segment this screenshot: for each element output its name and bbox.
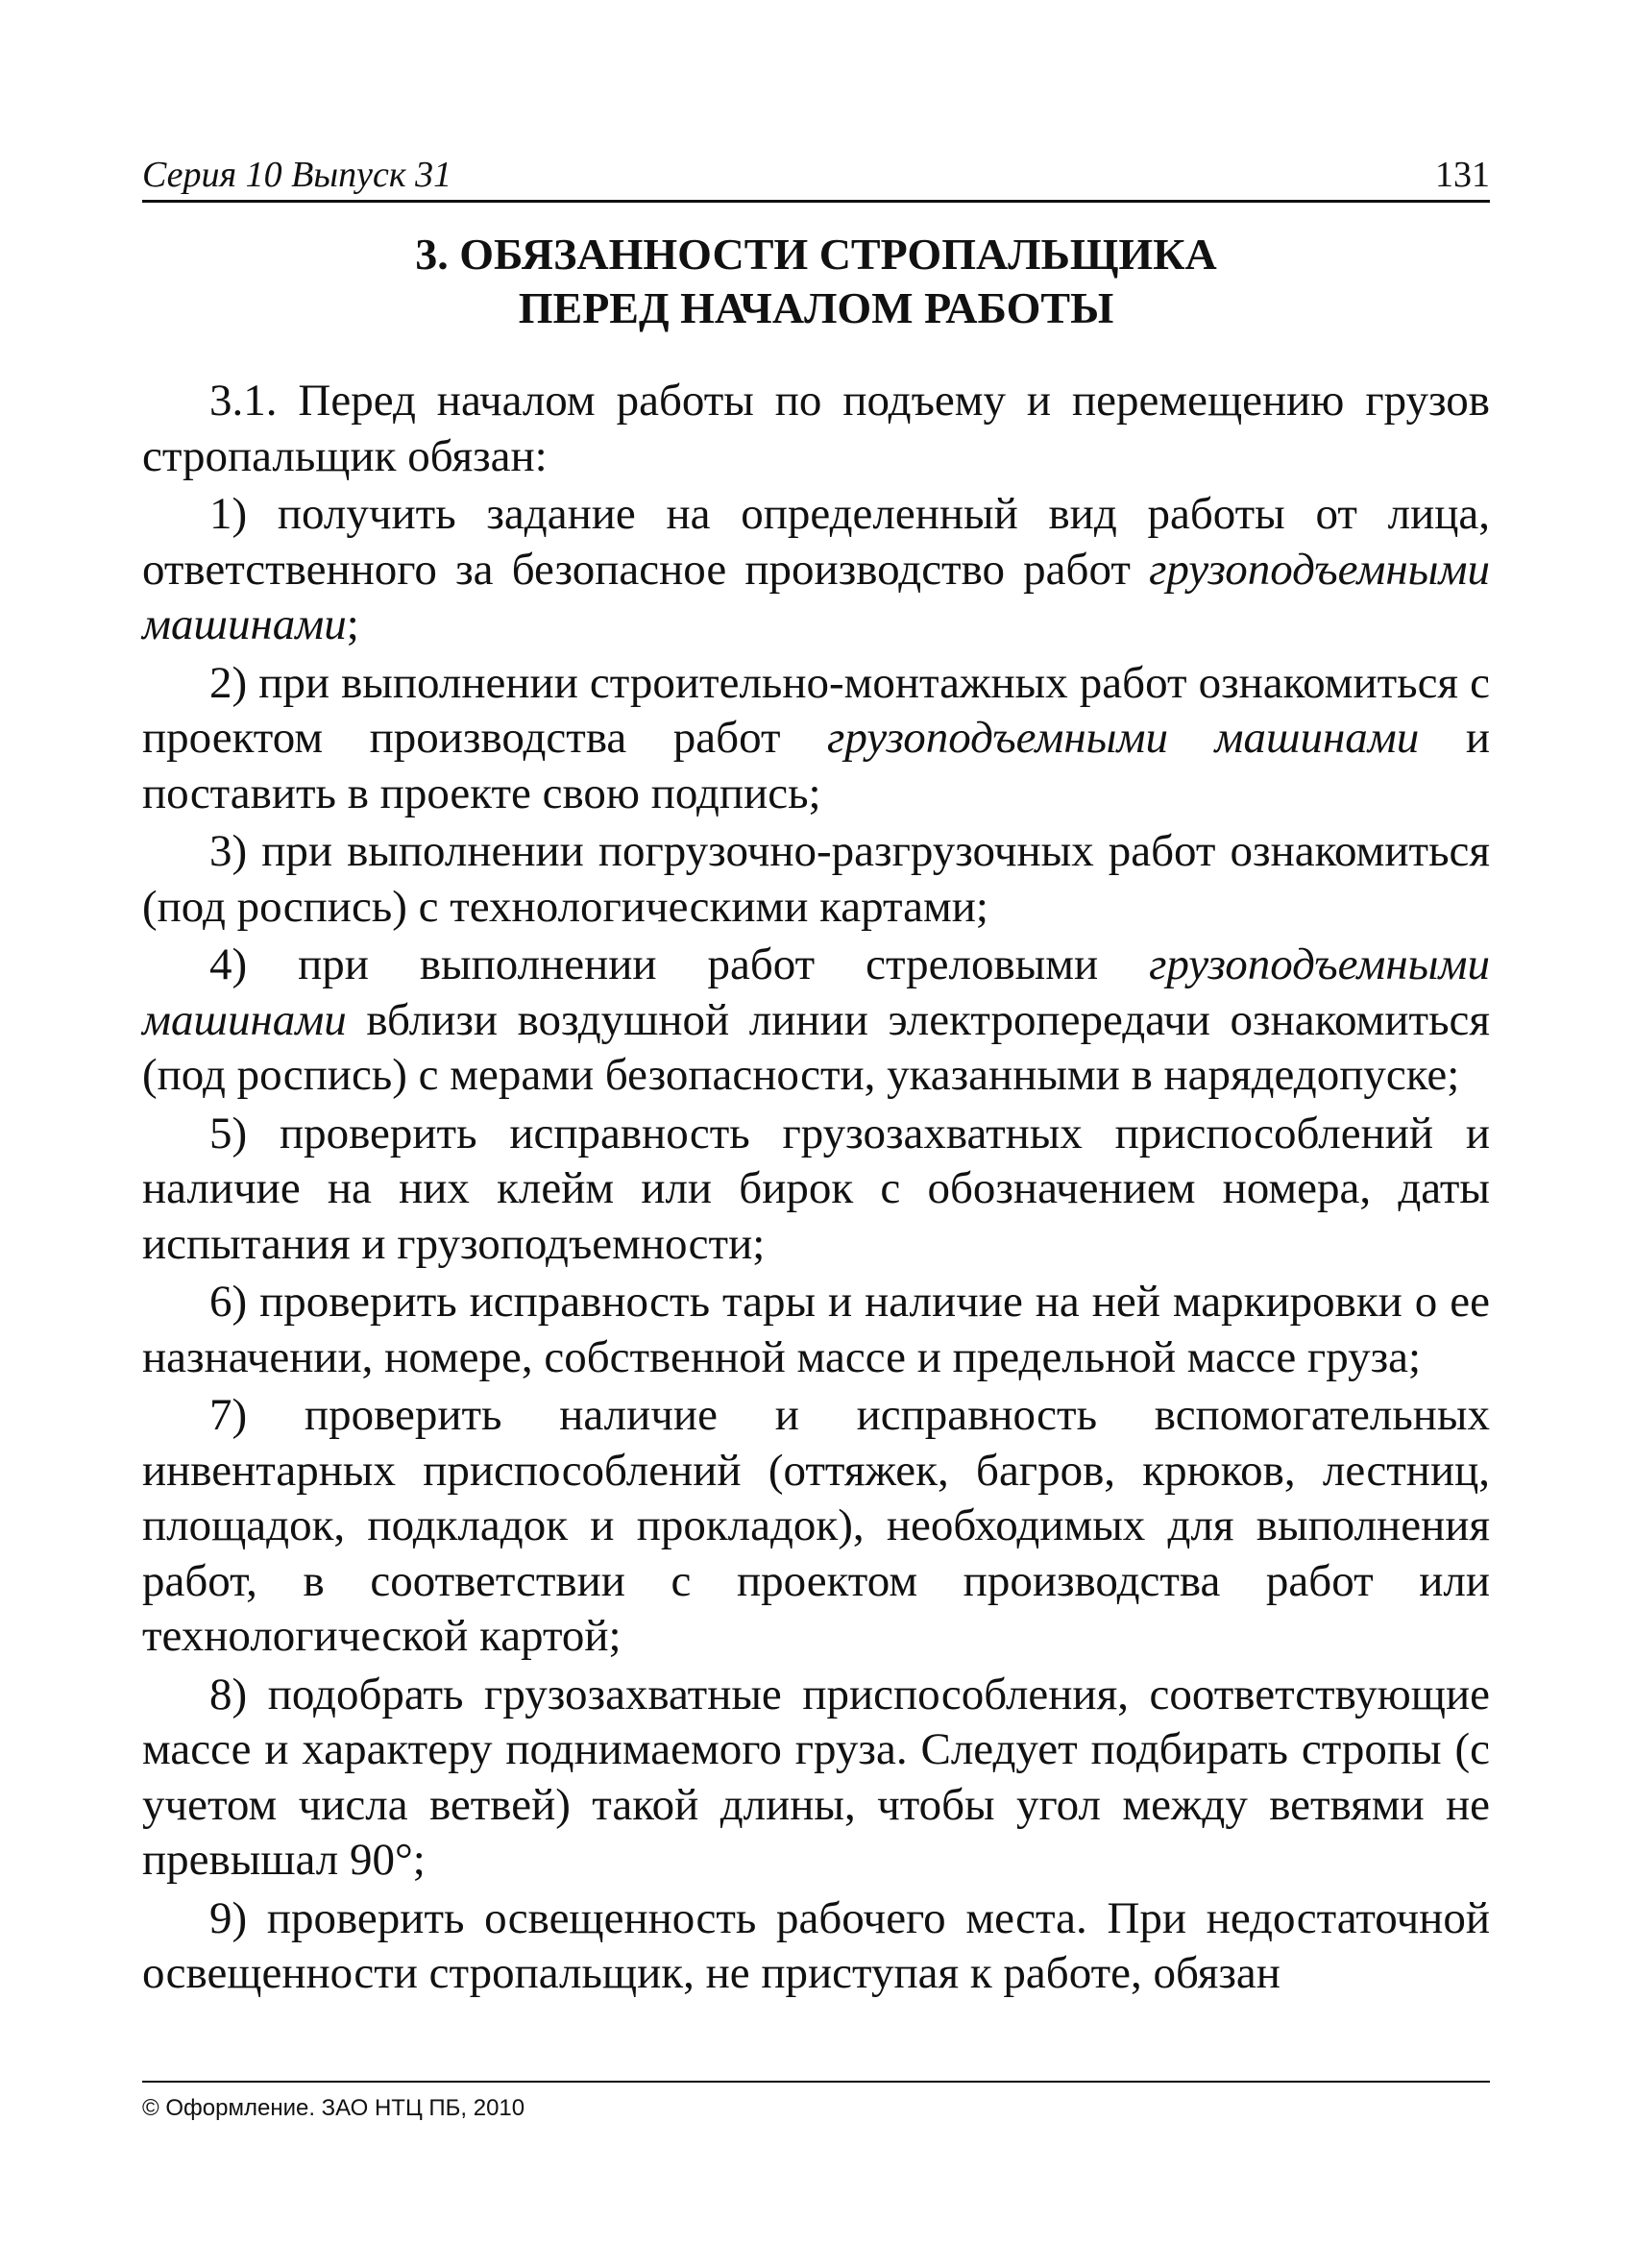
copyright-note: © Оформление. ЗАО НТЦ ПБ, 2010 <box>142 2095 525 2121</box>
document-page <box>142 154 1490 2005</box>
item-1-text: 1) получить задание на определенный вид работы от лица, ответственного за безопасное производство работ <box>142 489 1490 595</box>
page-number: 131 <box>1435 155 1490 195</box>
paragraph-item-1 <box>142 487 1490 653</box>
paragraph-item-5: 5) проверить исправность грузозахватных приспособлений и наличие на них клейм или бирок с обозначением номера, даты испытания и грузоподъемности; <box>142 1108 1490 1269</box>
item-1-tail: ; <box>346 599 359 649</box>
section-title <box>142 228 1490 335</box>
series-label: Серия 10 Выпуск 31 <box>142 155 452 195</box>
paragraph-item-9: 9) проверить освещенность рабочего места. При недостаточной освещенности стропальщик, не приступая к работе, обязан <box>142 1892 1490 1998</box>
section-title-line-2: ПЕРЕД НАЧАЛОМ РАБОТЫ <box>518 283 1114 332</box>
item-4-emphasis: грузоподъемными машинами <box>142 939 1490 1045</box>
item-4-text: 4) при выполнении работ стреловыми <box>209 939 1150 989</box>
item-2-tail: и поставить в проекте свою подпись; <box>142 713 1490 818</box>
paragraph-item-6: 6) проверить исправность тары и наличие на ней маркировки о ее назначении, номере, собственной массе и предельной массе груза; <box>142 1277 1490 1382</box>
paragraph-item-4 <box>142 938 1490 1104</box>
item-4-tail: вблизи воздушной линии электропередачи ознакомиться (под роспись) с мерами безопасности, указанными в нарядедопуске; <box>142 994 1490 1100</box>
item-2-emphasis: грузоподъемными машинами <box>827 713 1420 763</box>
paragraph-item-8: 8) подобрать грузозахватные приспособления, соответствующие массе и характеру поднимаемого груза. Следует подбирать стропы (с учетом числа ветвей) такой длины, чтобы угол между ветвями не превышал 90°; <box>142 1669 1490 1885</box>
item-2-text: 2) при выполнении строительно-монтажных работ ознакомиться с проектом производства работ <box>142 657 1490 763</box>
paragraph-item-3: 3) при выполнении погрузочно-разгрузочных работ ознакомиться (под роспись) с технологическими картами; <box>142 826 1490 932</box>
paragraph-item-2 <box>142 656 1490 822</box>
item-1-emphasis: грузоподъемными машинами <box>142 544 1490 649</box>
section-title-line-1: 3. ОБЯЗАННОСТИ СТРОПАЛЬЩИКА <box>415 230 1217 279</box>
paragraph-intro: 3.1. Перед началом работы по подъему и перемещению грузов стропальщик обязан: <box>142 376 1490 481</box>
page-footer <box>142 2081 1490 2123</box>
body-text <box>142 374 1490 2002</box>
running-head <box>142 154 1490 203</box>
paragraph-item-7: 7) проверить наличие и исправность вспомогательных инвентарных приспособлений (оттяжек, багров, крюков, лестниц, площадок, подкладок и прокладок), необходимых для выполнения работ, в соответствии с проектом производства работ или технологической картой; <box>142 1390 1490 1661</box>
